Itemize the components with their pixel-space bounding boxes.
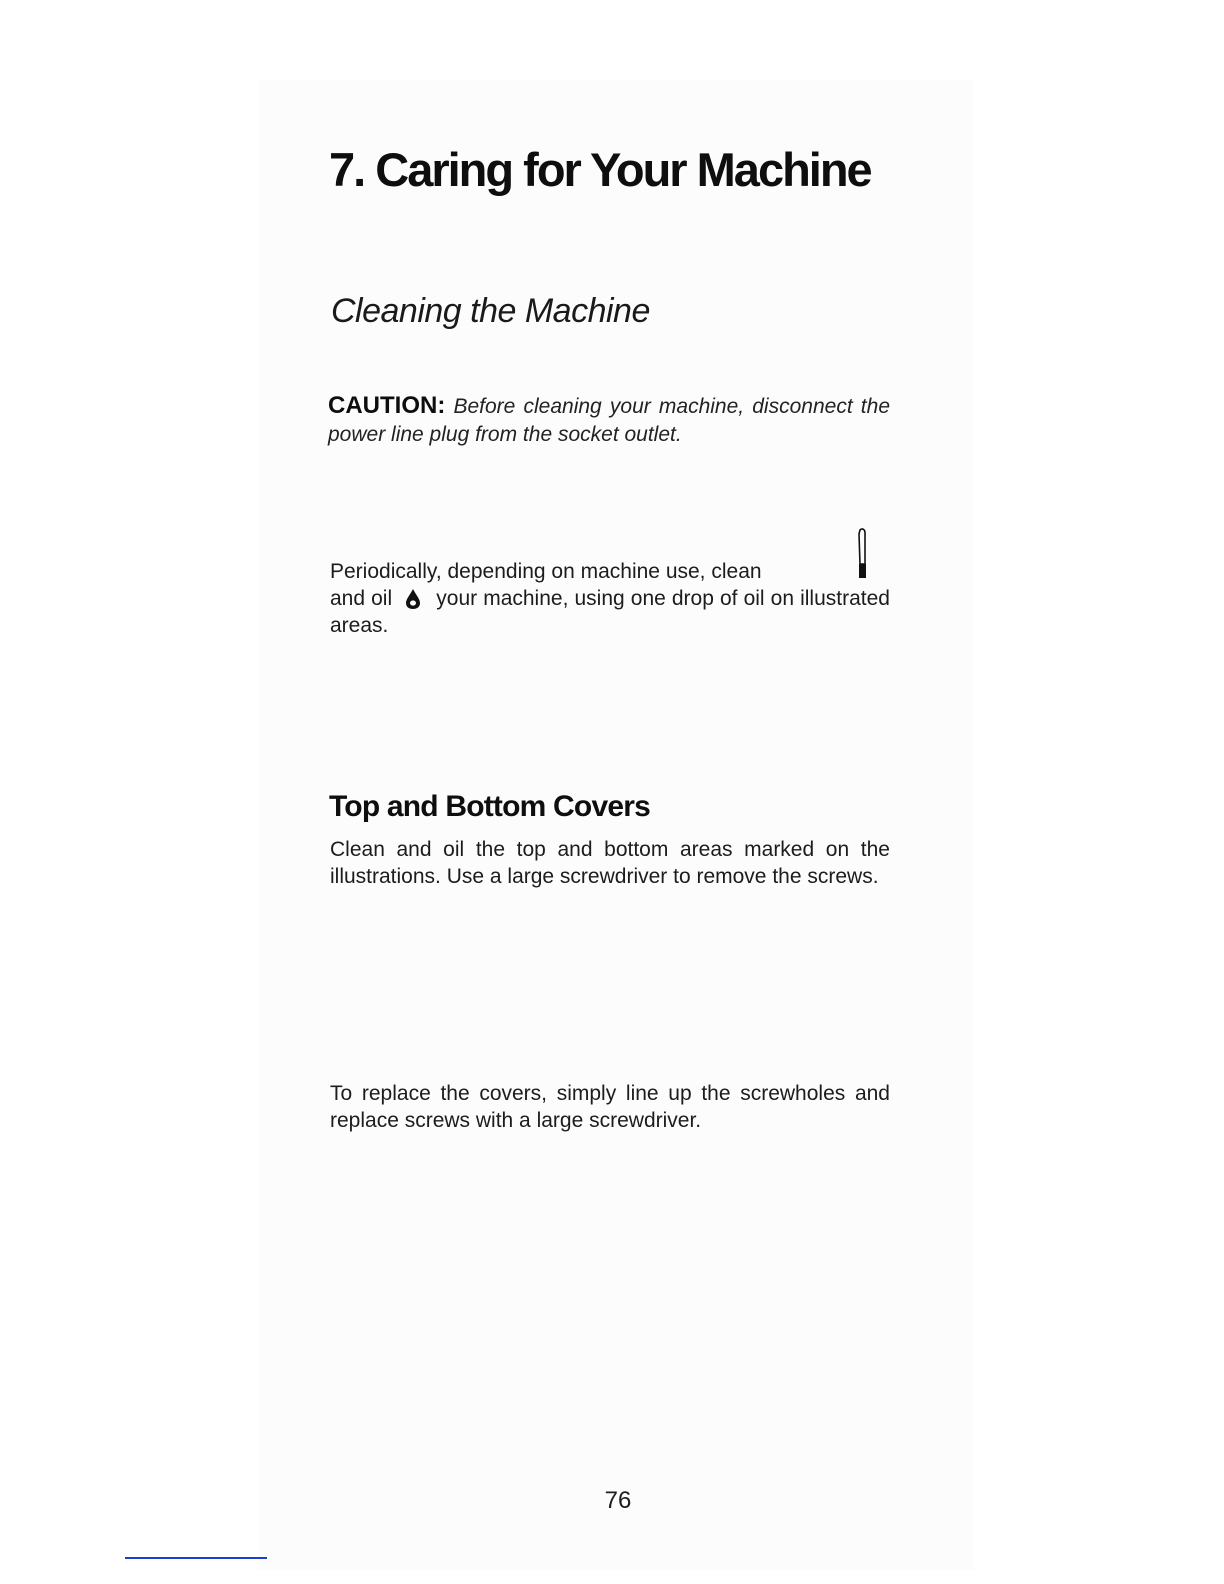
caution-note [328,392,890,449]
periodic-text-3: your machine, using one drop of oil on illustrated areas. [330,587,890,637]
section-title: Cleaning the Machine [331,292,650,330]
caution-text: Before cleaning your machine, disconnect the power line plug from the socket outlet. [328,395,890,446]
page-number: 76 [604,1487,632,1514]
caution-label: CAUTION: [328,392,446,419]
periodic-text-2: and oil [330,587,393,610]
periodic-text-1: Periodically, depending on machine use, clean [330,560,762,583]
covers-paragraph: Clean and oil the top and bottom areas marked on the illustrations. Use a large screwdriver to remove the screws. [330,838,890,888]
replace-covers-paragraph: To replace the covers, simply line up the screwholes and replace screws with a large screwdriver. [330,1082,890,1132]
covers-heading: Top and Bottom Covers [329,790,650,823]
periodic-care-paragraph [330,558,890,639]
footer-rule [125,1557,267,1559]
oil-drop-icon [404,588,422,610]
chapter-title: 7. Caring for Your Machine [329,143,871,196]
